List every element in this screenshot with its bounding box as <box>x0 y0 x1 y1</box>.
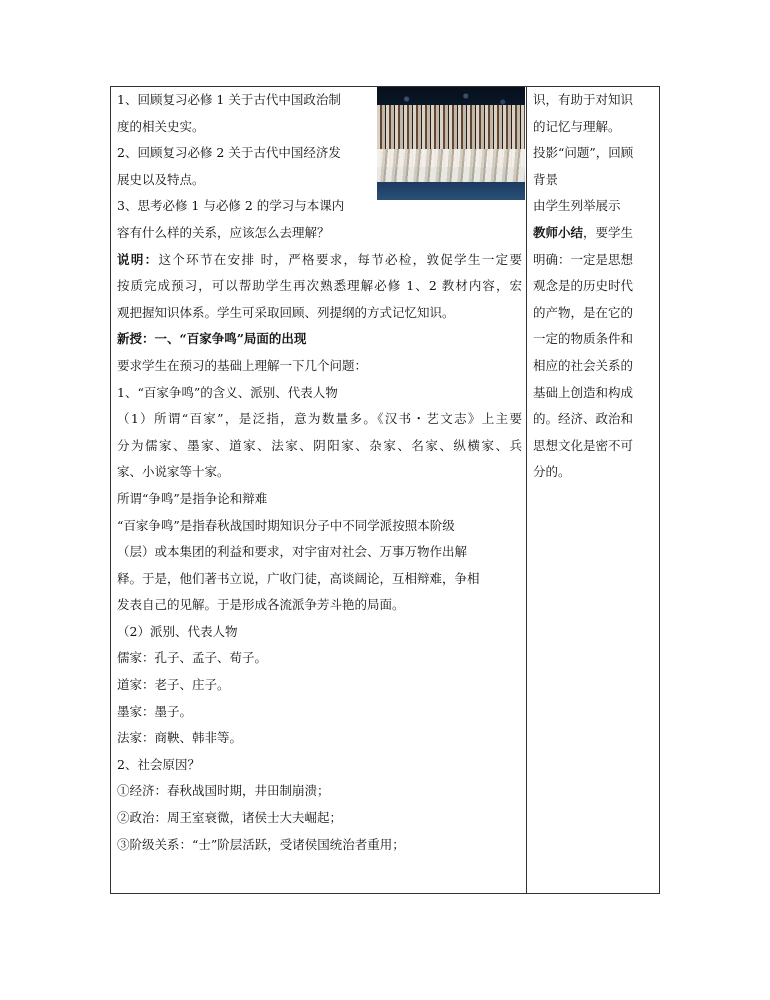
side-line <box>533 380 655 407</box>
side-line <box>533 300 655 327</box>
side-bold-label: 教师小结 <box>533 224 584 240</box>
main-text: 墨家：墨子。 <box>117 703 193 719</box>
side-text: 的产物，是在它的 <box>533 304 634 320</box>
side-text: 的记忆与理解。 <box>533 118 621 134</box>
side-text: 分的。 <box>533 464 571 480</box>
main-line <box>117 725 522 752</box>
side-text: 基础上创造和构成 <box>533 384 634 400</box>
main-text: 1、回顾复习必修 1 关于古代中国政治制 <box>117 92 341 107</box>
main-text: （层）或本集团的利益和要求，对宇宙对社会、万事万物作出解 <box>117 544 468 560</box>
side-line <box>533 433 655 460</box>
main-text: （1）所谓“百家”，是泛指，意为数量多。《汉书・艺文志》上主要 <box>117 411 522 427</box>
main-text: 展史以及特点。 <box>117 171 205 187</box>
side-line <box>533 353 655 380</box>
main-text: 要求学生在预习的基础上理解一下几个问题： <box>117 357 368 373</box>
main-text: ②政治：周王室衰微，诸侯士大夫崛起； <box>117 810 343 826</box>
side-line <box>533 193 655 220</box>
main-line <box>117 220 522 247</box>
side-text: 思想文化是密不可 <box>533 437 634 453</box>
main-line <box>117 193 522 220</box>
main-text: 3、思考必修 1 与必修 2 的学习与本课内 <box>117 198 345 214</box>
main-text: 观把握知识体系。学生可采取回顾、列提纲的方式记忆知识。 <box>117 304 455 320</box>
main-line <box>117 167 522 194</box>
side-text: 一定的物质条件和 <box>533 331 634 347</box>
main-line <box>117 87 522 114</box>
main-text: 2、社会原因？ <box>117 756 200 772</box>
main-line <box>117 406 522 433</box>
main-line <box>117 778 522 805</box>
side-line <box>533 326 655 353</box>
main-line <box>117 752 522 779</box>
main-text: 度的相关史实。 <box>117 118 205 134</box>
side-text: 明确：一定是思想 <box>533 251 634 267</box>
side-line <box>533 406 655 433</box>
main-line <box>117 805 522 832</box>
side-line <box>533 140 655 167</box>
side-line <box>533 167 655 194</box>
main-text: 法家：商鞅、韩非等。 <box>117 730 243 746</box>
side-text: ，要学生 <box>583 224 634 240</box>
column-divider <box>526 87 527 893</box>
main-line <box>117 380 522 407</box>
main-line <box>117 513 522 540</box>
side-line <box>533 459 655 486</box>
main-line <box>117 672 522 699</box>
main-line <box>117 539 522 566</box>
main-line <box>117 273 522 300</box>
side-line <box>533 247 655 274</box>
main-text: 2、回顾复习必修 2 关于古代中国经济发 <box>117 145 341 161</box>
main-line <box>117 645 522 672</box>
main-line <box>117 566 522 593</box>
main-bold-label: 说明： <box>117 251 159 267</box>
main-text: 分为儒家、墨家、道家、法家、阴阳家、杂家、名家、纵横家、兵 <box>117 437 522 453</box>
main-line <box>117 699 522 726</box>
main-line <box>117 619 522 646</box>
lesson-table <box>110 86 660 894</box>
main-line <box>117 300 522 327</box>
main-line <box>117 140 522 167</box>
side-line <box>533 220 655 247</box>
main-text: ①经济：春秋战国时期，井田制崩溃； <box>117 783 330 799</box>
main-line <box>117 247 522 274</box>
main-line <box>117 486 522 513</box>
main-text: 发表自己的见解。于是形成各流派争芳斗艳的局面。 <box>117 597 405 613</box>
main-line <box>117 326 522 353</box>
side-line <box>533 87 655 114</box>
main-text: 这个环节在安排 时，严格要求，每节必检，敦促学生一定要 <box>158 251 522 267</box>
main-line <box>117 433 522 460</box>
main-line <box>117 353 522 380</box>
side-text: 背景 <box>533 171 559 187</box>
side-line <box>533 273 655 300</box>
main-line <box>117 114 522 141</box>
main-text: 家、小说家等十家。 <box>117 464 230 480</box>
main-text: 道家：老子、庄子。 <box>117 677 230 693</box>
main-line <box>117 592 522 619</box>
main-text: 容有什么样的关系，应该怎么去理解？ <box>117 224 330 240</box>
design-intent-column <box>533 87 655 486</box>
main-text: 所谓“争鸣”是指争论和辩难 <box>117 490 268 506</box>
main-text: 1、“百家争鸣”的含义、派别、代表人物 <box>117 384 338 400</box>
side-line <box>533 114 655 141</box>
side-text: 相应的社会关系的 <box>533 357 634 373</box>
main-text: ③阶级关系：“士”阶层活跃，受诸侯国统治者重用； <box>117 836 405 852</box>
main-line <box>117 832 522 859</box>
side-text: 观念是的历史时代 <box>533 278 634 294</box>
main-line <box>117 459 522 486</box>
main-text: 释。于是，他们著书立说，广收门徒，高谈阔论，互相辩难，争相 <box>117 570 480 586</box>
main-text: 按质完成预习，可以帮助学生再次熟悉理解必修 1、2 教材内容，宏 <box>117 278 522 294</box>
main-bold-label: 新授：一、“百家争鸣”局面的出现 <box>117 331 307 347</box>
main-text: “百家争鸣”是指春秋战国时期知识分子中不同学派按照本阶级 <box>117 517 455 533</box>
side-text: 投影“问题”，回顾 <box>533 145 634 161</box>
side-text: 由学生列举展示 <box>533 198 621 214</box>
side-text: 的。经济、政治和 <box>533 411 634 427</box>
side-text: 识，有助于对知识 <box>533 92 634 107</box>
main-text: （2）派别、代表人物 <box>117 623 238 639</box>
main-text: 儒家：孔子、孟子、荀子。 <box>117 650 268 666</box>
teaching-content-column <box>117 87 522 858</box>
